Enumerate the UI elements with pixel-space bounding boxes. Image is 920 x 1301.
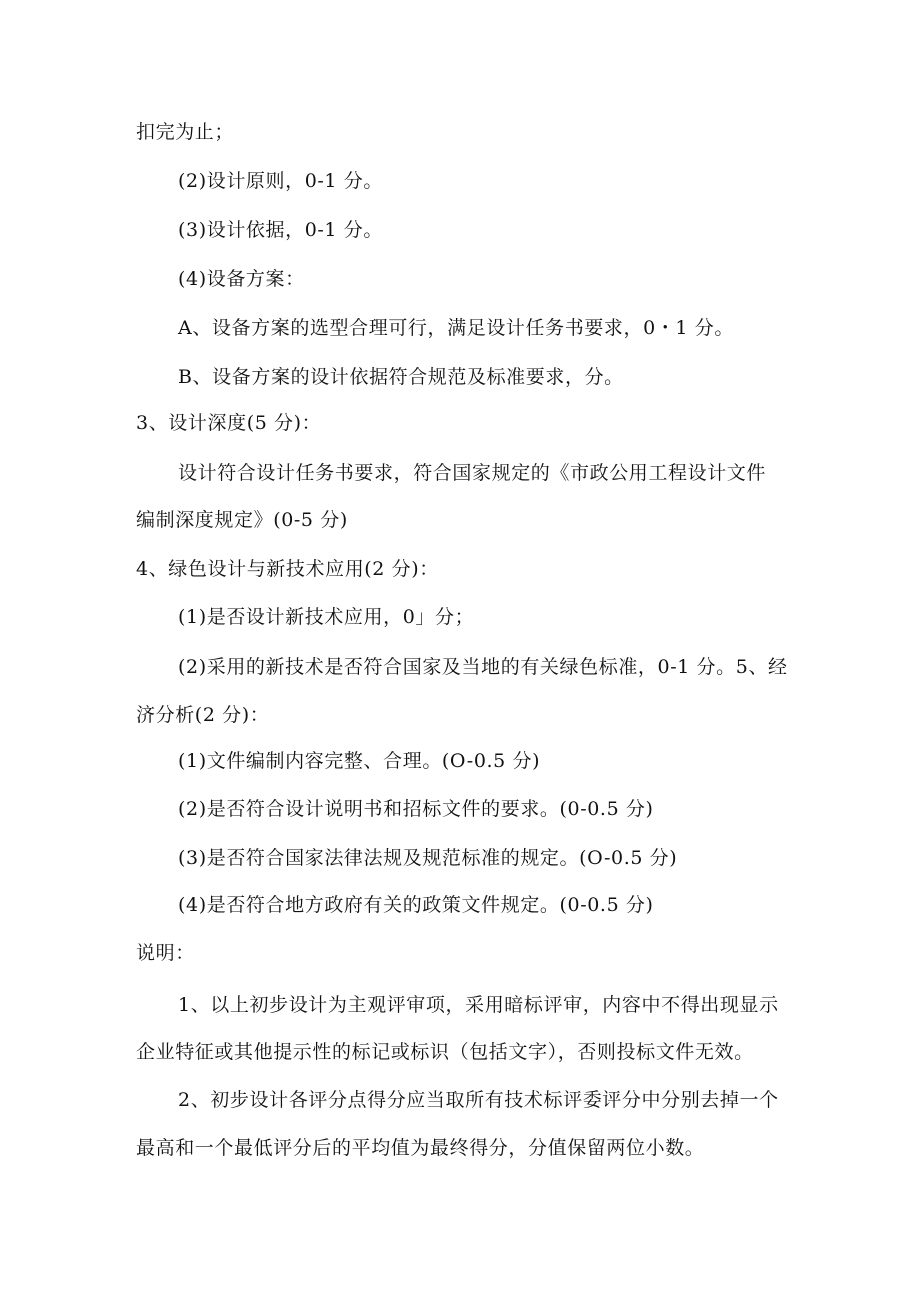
text-line-design-basis: (3)设计依据，0-1 分。: [178, 219, 383, 241]
text-line-new-tech-1: (1)是否设计新技术应用，0」分；: [178, 606, 475, 628]
text-line-note-1-cont: 企业特征或其他提示性的标记或标识（包括文字），否则投标文件无效。: [136, 1041, 754, 1063]
text-line-note-2: 2、初步设计各评分点得分应当取所有技术标评委评分中分别去掉一个: [178, 1089, 779, 1111]
text-line-econ-4: (4)是否符合地方政府有关的政策文件规定。(0-0.5 分): [178, 894, 654, 916]
text-line-depth-requirement-cont: 编制深度规定》(0-5 分): [136, 509, 348, 531]
text-line-equipment-scheme: (4)设备方案：: [178, 268, 305, 290]
section-heading-green-design: 4、绿色设计与新技术应用(2 分)：: [136, 558, 439, 580]
text-line-deduct-until-zero: 扣完为止；: [136, 121, 235, 143]
text-line-equipment-b: B、设备方案的设计依据符合规范及标准要求，分。: [178, 366, 624, 388]
section-heading-design-depth: 3、设计深度(5 分)：: [136, 412, 322, 434]
section-heading-notes: 说明：: [136, 942, 195, 964]
text-line-note-1: 1、以上初步设计为主观评审项，采用暗标评审，内容中不得出现显示: [178, 994, 779, 1016]
text-line-econ-1: (1)文件编制内容完整、合理。(O-0.5 分): [178, 750, 541, 772]
text-line-equipment-a: A、设备方案的选型合理可行，满足设计任务书要求，0・1 分。: [178, 317, 734, 339]
section-heading-economic-analysis: 济分析(2 分)：: [136, 704, 270, 726]
text-line-econ-2: (2)是否符合设计说明书和招标文件的要求。(0-0.5 分): [178, 798, 654, 820]
text-line-note-2-cont: 最高和一个最低评分后的平均值为最终得分，分值保留两位小数。: [136, 1137, 705, 1159]
text-line-design-principle: (2)设计原则，0-1 分。: [178, 170, 383, 192]
text-line-new-tech-2: (2)采用的新技术是否符合国家及当地的有关绿色标准，0-1 分。5、经: [178, 656, 788, 678]
text-line-econ-3: (3)是否符合国家法律法规及规范标准的规定。(O-0.5 分): [178, 847, 678, 869]
text-line-depth-requirement: 设计符合设计任务书要求，符合国家规定的《市政公用工程设计文件: [178, 462, 767, 484]
